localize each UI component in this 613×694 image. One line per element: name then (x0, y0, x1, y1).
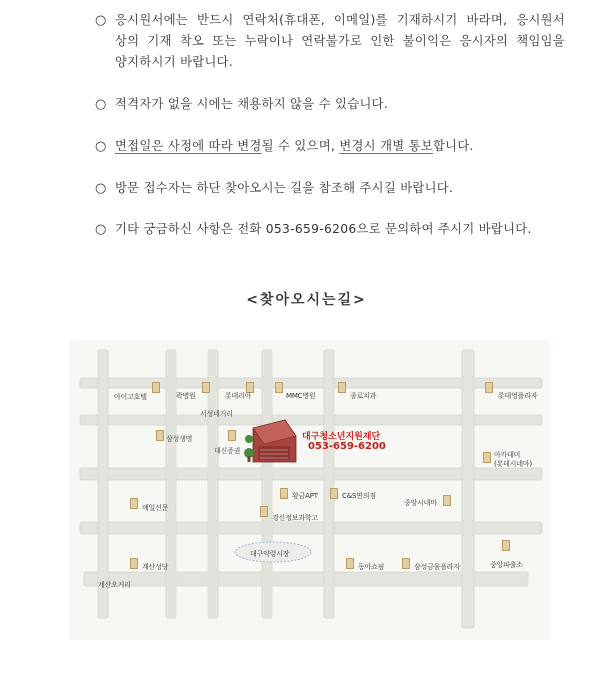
building-icon (152, 382, 160, 393)
map-label: MMC병원 (286, 392, 316, 400)
notice-line: 양지하시기 바랍니다. (115, 55, 234, 69)
notice-inquiry (95, 219, 565, 240)
building-icon (275, 382, 283, 393)
building-icon (280, 488, 288, 499)
bullet-circle: ○ (95, 139, 107, 154)
map-label: 아카데미 (494, 451, 521, 459)
map-label: 대구약령시장 (250, 550, 290, 558)
venue-name: 대구청소년지원재단 (302, 432, 381, 442)
map-label: 롯데리아 (225, 392, 252, 400)
building-icon (443, 495, 451, 506)
section-title-directions: <찾아오시는길> (246, 292, 367, 308)
notice-line: 기타 궁금하신 사항은 전화 053-659-6206으로 문의하여 주시기 바랍니다. (115, 222, 532, 236)
building-icon (228, 430, 236, 441)
underlined-interview-date: 면접일은 사정에 따라 변경 (115, 139, 262, 153)
building-icon (402, 558, 410, 569)
map-label: 중앙시네마 (404, 499, 437, 507)
map-label: 종로치과 (350, 392, 377, 400)
location-map (70, 340, 550, 640)
map-roads (70, 340, 550, 640)
map-label: 아이고호텔 (114, 393, 147, 401)
notice-text: 합니다. (433, 139, 474, 153)
map-label: 대신증권 (214, 447, 241, 455)
building-icon (130, 558, 138, 569)
venue-phone: 053-659-6200 (308, 441, 386, 452)
underlined-individual-notice: 변경시 개별 통보 (339, 139, 433, 153)
map-label: C&S면의점 (342, 492, 376, 500)
map-label: 매일신문 (142, 504, 169, 512)
map-label: 계산오거리 (98, 581, 131, 589)
map-label: (롯데시네마) (494, 460, 532, 468)
notice-line: 방문 접수자는 하단 찾아오시는 길을 참조해 주시길 바랍니다. (115, 181, 454, 195)
building-icon (485, 382, 493, 393)
bullet-circle: ○ (95, 97, 107, 112)
bullet-circle: ○ (95, 181, 107, 196)
notice-contact-info (95, 10, 565, 73)
building-icon (156, 430, 164, 441)
map-label: 삼성금융플라자 (414, 563, 460, 571)
map-label: 경신정보과학고 (272, 514, 318, 522)
building-icon (483, 452, 491, 463)
notice-line: 상의 기재 착오 또는 누락이나 연락불가로 인한 불이익은 응시자의 책임임을 (115, 34, 565, 48)
building-icon (202, 382, 210, 393)
map-label: 황금APT (292, 492, 318, 500)
map-label: 곽병원 (176, 392, 196, 400)
building-icon (260, 506, 268, 517)
building-icon (130, 498, 138, 509)
map-label: 삼성생명 (166, 435, 193, 443)
notice-text: 될 수 있으며, (261, 139, 340, 153)
notice-visit (95, 178, 565, 199)
building-icon (338, 382, 346, 393)
notice-line: 적격자가 없을 시에는 채용하지 않을 수 있습니다. (115, 97, 389, 111)
bullet-circle: ○ (95, 13, 107, 28)
building-icon (346, 558, 354, 569)
building-icon (330, 488, 338, 499)
map-label: 계산성당 (142, 563, 169, 571)
building-icon (502, 540, 510, 551)
map-label: 서성네거리 (200, 410, 233, 418)
map-label: 중앙파출소 (490, 561, 523, 569)
map-label: 롯데영플라자 (498, 392, 538, 400)
notice-no-qualified (95, 94, 565, 115)
map-label: 동아쇼핑 (358, 563, 385, 571)
notice-interview-change (95, 136, 565, 157)
bullet-circle: ○ (95, 222, 107, 237)
notice-line: 응시원서에는 반드시 연락처(휴대폰, 이메일)를 기재하시기 바라며, 응시원서 (115, 13, 565, 27)
